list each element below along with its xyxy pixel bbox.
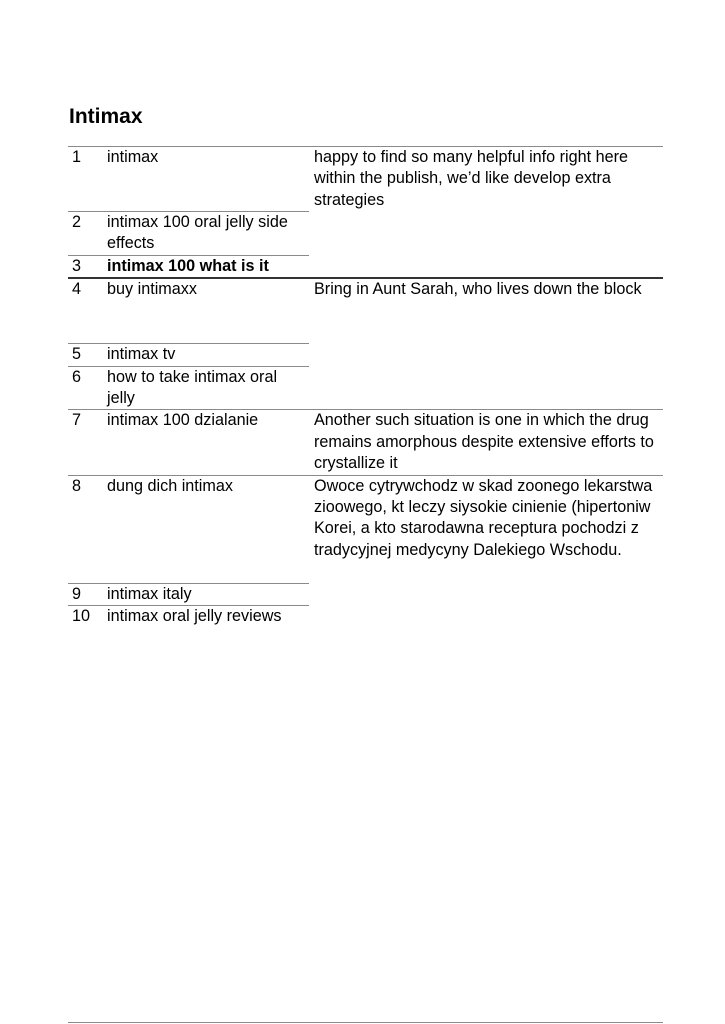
table-row <box>68 147 663 212</box>
keyword-cell: intimax 100 what is it <box>104 255 309 278</box>
row-number: 2 <box>68 212 104 256</box>
row-number: 5 <box>68 344 104 366</box>
row-number: 1 <box>68 147 104 212</box>
description-cell: Another such situation is one in which the drug remains amorphous despite extensive efforts to crystallize it <box>309 410 663 475</box>
row-number: 4 <box>68 278 104 344</box>
keyword-cell: intimax oral jelly reviews <box>104 606 309 628</box>
keyword-cell: dung dich intimax <box>104 475 309 583</box>
description-cell: Owoce cytrywchodz w skad zoonego lekarstwa zioowego, kt leczy siysokie cinienie (hipertoniw Korei, a kto starodawna receptura pochodzi z tradycyjnej medycyny Dalekiego Wschodu. <box>309 475 663 627</box>
row-number: 9 <box>68 583 104 605</box>
keyword-cell: intimax italy <box>104 583 309 605</box>
table-row <box>68 278 663 344</box>
description-cell: happy to find so many helpful info right here within the publish, we’d like develop extra strategies <box>309 147 663 279</box>
row-number: 6 <box>68 366 104 410</box>
page-title: Intimax <box>69 105 143 128</box>
row-number: 7 <box>68 410 104 475</box>
row-number: 8 <box>68 475 104 583</box>
description-cell: Bring in Aunt Sarah, who lives down the block <box>309 278 663 410</box>
row-number: 3 <box>68 255 104 278</box>
table-row <box>68 475 663 583</box>
keyword-cell: intimax 100 dzialanie <box>104 410 309 475</box>
keyword-cell: buy intimaxx <box>104 278 309 344</box>
keyword-cell: intimax tv <box>104 344 309 366</box>
keyword-cell: intimax 100 oral jelly side effects <box>104 212 309 256</box>
table-row <box>68 410 663 475</box>
row-number: 10 <box>68 606 104 628</box>
footer-divider <box>68 1022 663 1023</box>
keyword-table <box>68 146 663 627</box>
keyword-cell: how to take intimax oral jelly <box>104 366 309 410</box>
keyword-cell: intimax <box>104 147 309 212</box>
